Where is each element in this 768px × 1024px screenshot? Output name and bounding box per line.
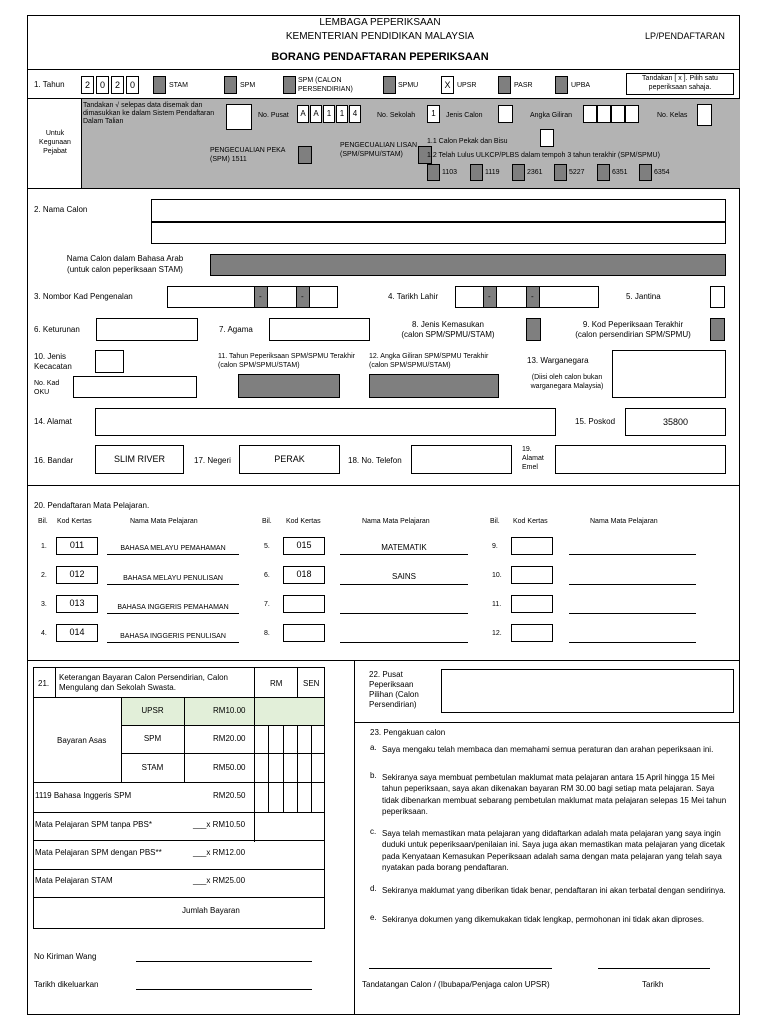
subject-nama-line [107, 642, 239, 643]
code-checkbox-1103[interactable] [427, 164, 440, 181]
asas-row-amount: RM10.00 [213, 706, 246, 715]
divider [27, 485, 740, 486]
no-sekolah-label: No. Sekolah [377, 112, 416, 119]
subject-bil: 10. [492, 572, 502, 579]
jantina-field[interactable] [710, 286, 725, 308]
instruction-box: Tandakan [ x ]. Pilih satu peperiksaan sahaja. [626, 73, 734, 95]
keturunan-label: 6. Keturunan [34, 325, 80, 334]
subject-bil: 8. [264, 630, 270, 637]
kod-terakhir-field[interactable] [710, 318, 725, 341]
dengan-pbs-amount: ___x RM12.00 [193, 848, 246, 857]
kp-dash-1: - [259, 292, 262, 301]
angka-giliran-4[interactable] [625, 105, 639, 123]
code-checkbox-2361[interactable] [512, 164, 525, 181]
pengakuan-letter: a. [370, 743, 377, 752]
kp-dash-2: - [301, 292, 304, 301]
tanpa-pbs-amount: ___x RM10.50 [193, 820, 246, 829]
subject-kod-field[interactable]: 018 [283, 566, 325, 584]
signature-line[interactable] [369, 968, 552, 969]
tanpa-pbs-label: Mata Pelajaran SPM tanpa PBS* [35, 820, 152, 829]
subject-nama-line [107, 584, 239, 585]
pengakuan-text: Sekiranya saya membuat pembetulan maklumat mata pelajaran antara 15 April hingga 15 Mei tahun peperiksaan, saya akan dikenakan bayaran RM 30.00 bagi setiap mata pelajaran. Saya tidak dibenarkan membuat sebarang pembetulan maklumat mata pelajaran selepas 15 Mei tahun peperiksaan. [382, 773, 727, 817]
subject-kod-field[interactable] [511, 624, 553, 642]
subject-kod-field[interactable]: 014 [56, 624, 98, 642]
col-kod: Kod Kertas [286, 518, 321, 525]
exam-label-upsr: UPSR [457, 82, 477, 89]
pusat-field[interactable] [441, 669, 734, 713]
kp-label: 3. Nombor Kad Pengenalan [34, 292, 133, 301]
code-label-5227: 5227 [569, 169, 585, 176]
code-label-1119: 1119 [485, 169, 500, 176]
code-label-1103: 1103 [442, 169, 458, 176]
no-kelas-field[interactable] [697, 104, 712, 126]
asas-row-label: UPSR [141, 706, 164, 715]
date-line[interactable] [598, 968, 710, 969]
divider [33, 782, 325, 783]
bayaran-asas-label: Bayaran Asas [57, 736, 107, 745]
pengakuan-letter: d. [370, 884, 377, 893]
subject-nama-line [107, 554, 239, 555]
jantina-label: 5. Jantina [626, 292, 661, 301]
divider [254, 697, 255, 842]
exam-label-spm: SPM [240, 82, 256, 89]
subject-bil: 1. [41, 543, 47, 550]
asas-row-amount: RM50.00 [213, 763, 246, 772]
exam-label-spmu: SPMU [398, 82, 419, 89]
kemasukan-field[interactable] [526, 318, 541, 341]
alamat-label: 14. Alamat [34, 417, 72, 426]
divider [33, 897, 325, 898]
nama-field-1[interactable] [151, 199, 726, 222]
divider [354, 660, 355, 1015]
subject-kod-field[interactable]: 011 [56, 537, 98, 555]
divider [55, 667, 56, 697]
code-checkbox-6351[interactable] [597, 164, 610, 181]
divider [81, 98, 82, 189]
office-verify-box[interactable] [226, 104, 252, 130]
subject-bil: 9. [492, 543, 498, 550]
code-checkbox-6354[interactable] [639, 164, 652, 181]
lahir-label: 4. Tarikh Lahir [388, 292, 439, 301]
divider [27, 69, 740, 70]
peka-checkbox[interactable] [298, 146, 312, 164]
kiriman-label: No Kiriman Wang [34, 952, 97, 961]
lisan-label: PENGECUALIAN LISAN (SPM/SPMU/STAM) [340, 142, 418, 158]
peka-label: PENGECUALIAN PEKA (SPM) 1511 [210, 147, 286, 163]
org-line-2: KEMENTERIAN PENDIDIKAN MALAYSIA [285, 31, 475, 42]
kp-field[interactable] [167, 286, 338, 308]
subject-bil: 3. [41, 601, 47, 608]
emel-field[interactable] [555, 445, 726, 474]
subject-bil: 11. [492, 601, 502, 608]
exam-label-upba: UPBA [571, 82, 591, 89]
asas-row-label: STAM [141, 763, 164, 772]
kecacatan-field[interactable] [95, 350, 124, 373]
lahir-dash-2: - [531, 292, 534, 301]
bi-label: 1119 Bahasa Inggeris SPM [35, 791, 132, 800]
exam-checkbox-pasr[interactable] [498, 76, 511, 94]
office-note: Tandakan √ selepas data disemak dan dimasukkan ke dalam Sistem Pendaftaran Dalam Talian [83, 102, 215, 126]
tarikh-dikeluarkan-label: Tarikh dikeluarkan [34, 980, 99, 989]
kod-terakhir-label-1: 9. Kod Peperiksaan Terakhir [582, 320, 684, 329]
subject-kod-field[interactable] [511, 566, 553, 584]
col-nama: Nama Mata Pelajaran [590, 518, 658, 525]
subject-nama-line [340, 584, 468, 585]
warganegara-field[interactable] [612, 350, 726, 398]
subject-kod-field[interactable] [511, 595, 553, 613]
tahun-label: 1. Tahun [34, 80, 65, 89]
negeri-label: 17. Negeri [194, 456, 231, 465]
no-pusat-char-2[interactable]: A [310, 105, 322, 123]
subject-nama-line [340, 554, 468, 555]
exam-label-stam: STAM [169, 82, 188, 89]
year-digit-3[interactable]: 2 [111, 76, 124, 94]
divider [354, 722, 740, 723]
subject-nama: BAHASA INGGERIS PENULISAN [120, 633, 226, 640]
no-pusat-char-4[interactable]: 1 [336, 105, 348, 123]
exam-checkbox-spmu[interactable] [383, 76, 396, 94]
no-pusat-char-3[interactable]: 1 [323, 105, 335, 123]
page-title: BORANG PENDAFTARAN PEPERIKSAAN [271, 51, 489, 63]
lahir-dash-1: - [488, 292, 491, 301]
subject-bil: 7. [264, 601, 270, 608]
code-checkbox-5227[interactable] [554, 164, 567, 181]
subject-kod-field[interactable]: 013 [56, 595, 98, 613]
subject-nama-line [340, 613, 468, 614]
col-bil: Bil. [262, 518, 272, 525]
date-label: Tarikh [642, 980, 664, 989]
bandar-field[interactable]: SLIM RIVER [95, 445, 184, 474]
no-pusat-char-5[interactable]: 4 [349, 105, 361, 123]
exam-checkbox-upsr[interactable]: X [441, 76, 454, 94]
nama-label: 2. Nama Calon [34, 205, 88, 214]
exam-checkbox-spm-persendirian[interactable] [283, 76, 296, 94]
subject-nama-line [569, 642, 696, 643]
stam-subject-amount: ___x RM25.00 [193, 876, 246, 885]
no-kelas-label: No. Kelas [657, 112, 688, 119]
bandar-label: 16. Bandar [34, 456, 74, 465]
negeri-field[interactable]: PERAK [239, 445, 340, 474]
divider [27, 660, 740, 661]
exam-checkbox-upba[interactable] [555, 76, 568, 94]
telefon-field[interactable] [411, 445, 512, 474]
subject-nama-line [340, 642, 468, 643]
kecacatan-label: 10. Jenis Kecacatan [34, 352, 72, 371]
divider [121, 753, 325, 754]
pekak-checkbox[interactable] [540, 129, 554, 147]
oku-field[interactable] [73, 376, 197, 398]
agama-field[interactable] [269, 318, 370, 341]
col-nama: Nama Mata Pelajaran [130, 518, 198, 525]
jumlah-label: Jumlah Bayaran [182, 906, 240, 915]
divider [33, 869, 325, 870]
pengakuan-letter: b. [370, 771, 377, 780]
year-digit-2[interactable]: 0 [96, 76, 109, 94]
oku-label: No. Kad OKU [34, 380, 60, 396]
angka-spm-field[interactable] [369, 374, 499, 398]
payment-num: 21. [38, 679, 50, 688]
subject-nama: BAHASA INGGERIS PEMAHAMAN [117, 604, 229, 611]
org-line-1: LEMBAGA PEPERIKSAAN [319, 17, 441, 28]
subject-bil: 4. [41, 630, 47, 637]
subject-bil: 6. [264, 572, 270, 579]
tarikh-dikeluarkan-field[interactable] [136, 989, 312, 990]
arab-label-2: (untuk calon peperiksaan STAM) [67, 265, 183, 274]
lulus-label: 1.2 Telah Lulus ULKCP/PLBS dalam tempoh 3 tahun terakhir (SPM/SPMU) [427, 152, 660, 159]
kemasukan-label-1: 8. Jenis Kemasukan [411, 320, 485, 329]
pengakuan-text: Sekiranya dokumen yang dikemukakan tidak lengkap, permohonan ini tidak akan diproses. [382, 915, 704, 924]
code-label-6351: 6351 [612, 169, 628, 176]
angka-giliran-label: Angka Giliran [530, 112, 573, 119]
code-label-6354: 6354 [654, 169, 670, 176]
angka-giliran-3[interactable] [611, 105, 625, 123]
col-rm: RM [270, 679, 283, 688]
jenis-calon-label: Jenis Calon [446, 112, 483, 119]
arab-label-1: Nama Calon dalam Bahasa Arab [66, 254, 184, 263]
divider [297, 667, 298, 812]
subject-kod-field[interactable]: 015 [283, 537, 325, 555]
subject-nama-line [569, 584, 696, 585]
col-nama: Nama Mata Pelajaran [362, 518, 430, 525]
col-bil: Bil. [490, 518, 500, 525]
subject-kod-field[interactable] [511, 537, 553, 555]
subject-nama-line [107, 613, 239, 614]
angka-spm-label: 12. Angka Giliran SPM/SPMU Terakhir (calon SPM/SPMU/STAM) [369, 353, 489, 369]
keturunan-field[interactable] [96, 318, 198, 341]
pusat-label: 22. Pusat Peperiksaan Pilihan (Calon Persendirian) [369, 670, 419, 709]
pengakuan-title: 23. Pengakuan calon [370, 728, 446, 737]
warganegara-label: 13. Warganegara [527, 356, 589, 365]
subject-bil: 5. [264, 543, 270, 550]
pengakuan-letter: e. [370, 913, 377, 922]
alamat-field[interactable] [95, 408, 556, 436]
subject-nama: BAHASA MELAYU PEMAHAMAN [120, 545, 226, 552]
col-sen: SEN [303, 679, 320, 688]
col-kod: Kod Kertas [513, 518, 548, 525]
pengakuan-letter: c. [370, 827, 377, 836]
subject-nama-line [569, 554, 696, 555]
divider [27, 188, 740, 189]
divider [184, 697, 185, 782]
exam-checkbox-stam[interactable] [153, 76, 166, 94]
pengakuan-text: Saya telah memastikan mata pelajaran yang didaftarkan adalah mata pelajaran yang saya ingin duduki untuk peperiksaan/penilaian ini. Saya juga akan memastikan mata pelajaran yang dicetak pada Kenyataan Kemasukan Peperiksaan adalah sama dengan mata pelajaran yang telah saya nyatakan pada borang pendaftaran. [382, 829, 725, 873]
payment-title: Keterangan Bayaran Calon Persendirian, Calon Mengulang dan Sekolah Swasta. [59, 673, 228, 692]
agama-label: 7. Agama [219, 325, 253, 334]
divider [33, 812, 325, 813]
stam-subject-label: Mata Pelajaran STAM [35, 876, 113, 885]
no-sekolah-field[interactable]: 1 [427, 105, 440, 123]
asas-row-label: SPM [143, 734, 162, 743]
pengakuan-text: Saya mengaku telah membaca dan memahami semua peraturan dan arahan peperiksaan ini. [382, 745, 714, 754]
code-checkbox-1119[interactable] [470, 164, 483, 181]
poskod-field[interactable]: 35800 [625, 408, 726, 436]
bi-amount: RM20.50 [213, 791, 246, 800]
year-digit-4[interactable]: 0 [126, 76, 139, 94]
form-code: LP/PENDAFTARAN [645, 31, 725, 41]
divider [33, 840, 325, 841]
kiriman-field[interactable] [136, 961, 312, 962]
signature-label: Tandatangan Calon / (Ibubapa/Penjaga calon UPSR) [362, 980, 550, 989]
no-pusat-char-1[interactable]: A [297, 105, 309, 123]
tahun-spm-field[interactable] [238, 374, 340, 398]
subject-kod-field[interactable] [283, 595, 325, 613]
subject-bil: 12. [492, 630, 502, 637]
jenis-calon-field[interactable] [498, 105, 513, 123]
asas-row-amount: RM20.00 [213, 734, 246, 743]
exam-label-pasr: PASR [514, 82, 533, 89]
subjects-title: 20. Pendaftaran Mata Pelajaran. [34, 501, 150, 510]
subject-nama: MATEMATIK [381, 543, 427, 552]
subject-nama: SAINS [391, 572, 416, 581]
office-use-label: Untuk Kegunaan Pejabat [39, 130, 71, 155]
pengakuan-text: Sekiranya maklumat yang diberikan tidak benar, pendaftaran ini akan terbatal dengan sendirinya. [382, 886, 726, 895]
code-label-2361: 2361 [527, 169, 543, 176]
col-bil: Bil. [38, 518, 48, 525]
warganegara-note: (Diisi oleh calon bukan warganegara Malaysia) [530, 374, 604, 390]
exam-label-spm-persendirian: SPM (CALON PERSENDIRIAN) [298, 77, 353, 93]
exam-checkbox-spm[interactable] [224, 76, 237, 94]
subject-nama-line [569, 613, 696, 614]
nama-arab-field[interactable] [210, 254, 726, 276]
kod-terakhir-label-2: (calon persendirian SPM/SPMU) [575, 330, 691, 339]
angka-giliran-2[interactable] [597, 105, 611, 123]
emel-label: 19. Alamat Emel [522, 446, 544, 471]
no-pusat-label: No. Pusat [258, 112, 289, 119]
subject-bil: 2. [41, 572, 47, 579]
subject-kod-field[interactable]: 012 [56, 566, 98, 584]
col-kod: Kod Kertas [57, 518, 92, 525]
subject-nama: BAHASA MELAYU PENULISAN [123, 575, 223, 582]
poskod-label: 15. Poskod [575, 417, 616, 426]
pekak-label: 1.1 Calon Pekak dan Bisu [427, 138, 508, 145]
nama-field-2[interactable] [151, 222, 726, 244]
tahun-spm-label: 11. Tahun Peperiksaan SPM/SPMU Terakhir (calon SPM/SPMU/STAM) [218, 353, 355, 369]
dengan-pbs-label: Mata Pelajaran SPM dengan PBS** [35, 848, 162, 857]
subject-kod-field[interactable] [283, 624, 325, 642]
telefon-label: 18. No. Telefon [348, 456, 402, 465]
kemasukan-label-2: (calon SPM/SPMU/STAM) [401, 330, 495, 339]
year-digit-1[interactable]: 2 [81, 76, 94, 94]
angka-giliran-1[interactable] [583, 105, 597, 123]
divider [121, 725, 325, 726]
